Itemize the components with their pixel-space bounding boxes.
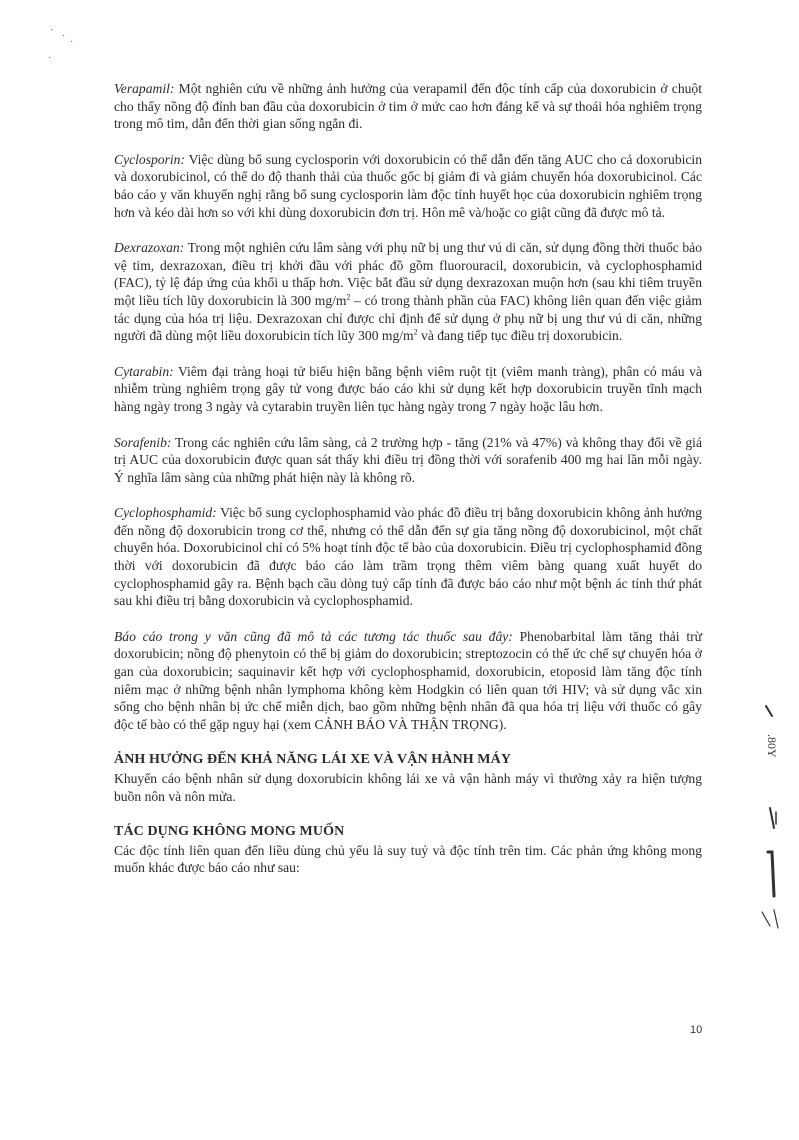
page-number: 10 [690, 1024, 703, 1036]
superscript: 2 [346, 292, 351, 302]
paragraph-text: Việc bổ sung cyclophosphamid vào phác đồ điều trị bằng doxorubicin không ảnh hưởng đến nồng độ doxorubicin trong cơ thể, nhưng có thể dẫn đến sự gia tăng nồng độ doxorubicinol, một chất chuyển hóa. Doxorubicinol chỉ có 5% hoạt tính độc tế bào của doxorubicin. Điều trị cyclophosphamid đồng thời với doxorubicin đã được báo cáo làm trầm trọng thêm viêm bàng quang xuất huyết do cyclophosphamid gây ra. Bệnh bạch cầu dòng tuỷ cấp tính đã được báo cáo như một bệnh ác tính thứ phát sau khi điều trị bằng doxorubicin và cyclophosphamid. [114, 505, 702, 609]
stamp-fragment-marks [752, 700, 792, 940]
paragraph-lead: Cytarabin: [114, 363, 174, 379]
paragraph-text: – có trong thành phần của FAC) không liên quan đến việc giảm tác dụng của hóa trị liệu. Dexrazoxan chỉ được chỉ định để sử dụng ở phụ nữ bị ung thư vú di căn, những người đã dùng một liều doxorubicin tích lũy 300 mg/m [114, 292, 702, 344]
paragraph-lead: Báo cáo trong y văn cũng đã mô tả các tương tác thuốc sau đây: [114, 628, 513, 644]
scan-speck: · [48, 52, 52, 63]
paragraph-text: Phenobarbital làm tăng thải trừ doxorubicin; nồng độ phenytoin có thể bị giảm do doxorubicin; streptozocin có thể ức chế sự chuyển hóa ở gan của doxorubicin; saquinavir kết hợp với cyclophosphamid, doxorubicin, etoposid làm tăng độc tính niêm mạc ở những bệnh nhân lymphoma không kèm Hodgkin có liên quan tới HIV; và sử dụng vắc xin sống cho bệnh nhân bị ức chế miễn dịch, bao gồm những bệnh nhân đã qua hóa trị liệu với thuốc có gây độc tế bào có thể gặp nguy hại (xem CẢNH BÁO VÀ THẬN TRỌNG). [114, 628, 703, 732]
paragraph-text: Một nghiên cứu về những ảnh hưởng của verapamil đến độc tính cấp của doxorubicin ở chuột cho thấy nồng độ đỉnh ban đầu của doxorubicin ở tim ở mức cao hơn đáng kể và sự thoái hóa nghiêm trọng trong mô tim, dẫn đến thời gian sống ngắn đi. [114, 81, 702, 132]
paragraph-text: và đang tiếp tục điều trị doxorubicin. [417, 328, 623, 344]
superscript: 2 [413, 327, 418, 337]
paragraph-lead: Cyclosporin: [114, 151, 185, 167]
paragraph-text: Việc dùng bổ sung cyclosporin với doxorubicin có thể dẫn đến tăng AUC cho cả doxorubicin và doxorubicinol, có thể do độ thanh thải của thuốc gốc bị giảm đi và giảm chuyển hóa doxorubicinol. Các báo cáo y văn khuyến nghị rằng bổ sung cyclosporin làm độc tính huyết học của doxorubicin nghiêm trọng hơn và kéo dài hơn so với khi dùng doxorubicin đơn trị. Hôn mê và/hoặc co giật cũng đã được mô tả. [114, 151, 702, 220]
paragraph-cyclosporin [114, 151, 702, 221]
paragraph-text: Trong một nghiên cứu lâm sàng với phụ nữ bị ung thư vú di căn, sử dụng đồng thời thuốc bảo vệ tim, dexrazoxan, điều trị khởi đầu với phác đồ gồm fluorouracil, doxorubicin, và cyclophosphamid (FAC), tỷ lệ đáp ứng của khối u thấp hơn. Việc bắt đầu sử dụng dexrazoxan muộn hơn (sau khi tiêm truyền một liều tích lũy doxorubicin là 300 mg/m [114, 240, 702, 308]
paragraph-sorafenib [114, 434, 702, 487]
paragraph-verapamil [114, 80, 702, 133]
svg-text:.80Y: .80Y [765, 734, 779, 758]
paragraph-lead: Cyclophosphamid: [114, 505, 217, 521]
paragraph-cytarabin [114, 363, 702, 416]
scan-speck: · [70, 36, 74, 47]
paragraph-lead: Verapamil: [114, 81, 175, 96]
section-text: Khuyến cáo bệnh nhân sử dụng doxorubicin không lái xe và vận hành máy vì thường xảy ra hiện tượng buồn nôn và nôn mửa. [114, 771, 702, 804]
paragraph-lead: Dexrazoxan: [114, 240, 185, 256]
scan-speck: · [50, 24, 54, 35]
paragraph-dexrazoxan [114, 239, 702, 345]
paragraph-literature-interactions [114, 628, 702, 734]
paragraph-lead: Sorafenib: [114, 434, 172, 450]
section-text: Các độc tính liên quan đến liều dùng chủ yếu là suy tuỷ và độc tính trên tim. Các phản ứng không mong muốn khác được báo cáo như sau: [114, 842, 702, 876]
paragraph-text: Trong các nghiên cứu lâm sàng, cả 2 trường hợp - tăng (21% và 47%) và không thay đổi về giá trị AUC của doxorubicin được quan sát thấy khi điều trị đồng thời với sorafenib 400 mg hai lần mỗi ngày. Ý nghĩa lâm sàng của những phát hiện này là không rõ. [114, 434, 702, 485]
paragraph-text: Viêm đại tràng hoại tử biểu hiện bằng bệnh viêm ruột tịt (viêm manh tràng), phân có máu và nhiễm trùng nghiêm trọng gây tử vong được báo cáo khi sử dụng kết hợp doxorubicin truyền tĩnh mạch hàng ngày trong 3 ngày và cytarabin truyền liên tục hàng ngày trong 7 ngày hoặc lâu hơn. [114, 363, 702, 414]
scan-speck: · [62, 30, 66, 41]
section-heading: ẢNH HƯỞNG ĐẾN KHẢ NĂNG LÁI XE VÀ VẬN HÀNH MÁY [114, 752, 512, 768]
section-heading: TÁC DỤNG KHÔNG MONG MUỐN [114, 824, 345, 840]
paragraph-cyclophosphamid [114, 504, 702, 610]
document-body [114, 80, 702, 895]
